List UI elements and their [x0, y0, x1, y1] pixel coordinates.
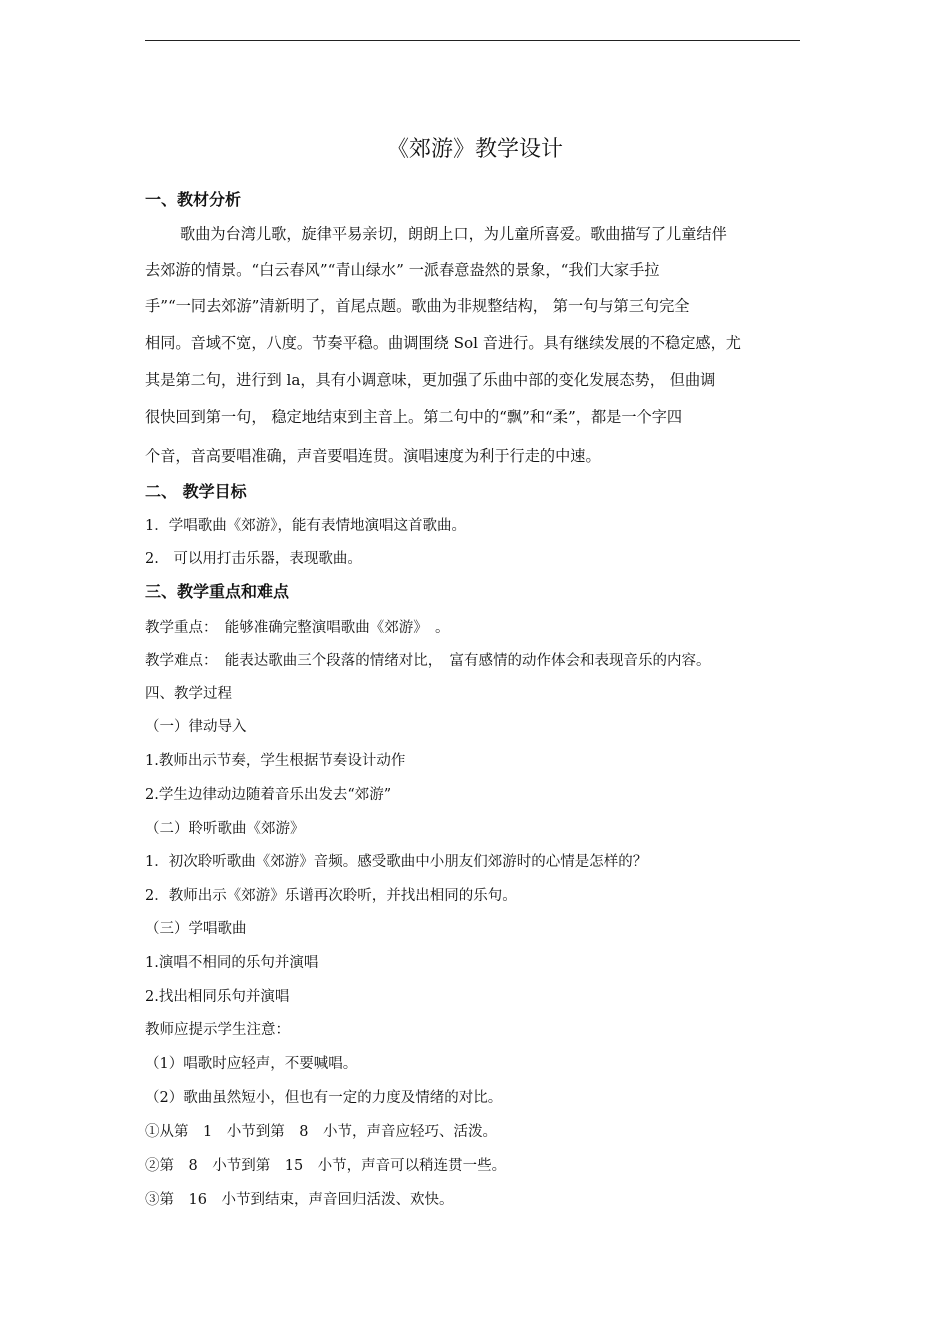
- process-line: ③第 16 小节到结束，声音回归活泼、欢快。: [145, 1192, 454, 1208]
- paragraph-line: 其是第二句，进行到 la，具有小调意味，更加强了乐曲中部的变化发展态势， 但曲调: [145, 371, 716, 389]
- process-line: （一）律动导入: [145, 719, 247, 735]
- process-line: 教师应提示学生注意：: [145, 1022, 290, 1038]
- process-line: 1．初次聆听歌曲《郊游》音频。感受歌曲中小朋友们郊游时的心情是怎样的？: [145, 854, 648, 870]
- process-line: （三）学唱歌曲: [145, 921, 247, 937]
- section-heading-analysis: 一、教材分析: [145, 190, 242, 209]
- process-line: 1.演唱不相同的乐句并演唱: [145, 955, 319, 971]
- keypoint-item: 教学重点： 能够准确完整演唱歌曲《郊游》 。: [145, 620, 450, 636]
- paragraph-line: 手”“一同去郊游”清新明了，首尾点题。歌曲为非规整结构， 第一句与第三句完全: [145, 297, 690, 315]
- header-rule: [145, 40, 800, 41]
- process-line: （二）聆听歌曲《郊游》: [145, 821, 305, 837]
- process-line: 1.教师出示节奏，学生根据节奏设计动作: [145, 753, 406, 769]
- process-line: ②第 8 小节到第 15 小节，声音可以稍连贯一些。: [145, 1158, 507, 1174]
- keypoint-item: 教学难点： 能表达歌曲三个段落的情绪对比， 富有感情的动作体会和表现音乐的内容。: [145, 653, 711, 669]
- process-line: ①从第 1 小节到第 8 小节，声音应轻巧、活泼。: [145, 1124, 497, 1140]
- goal-item: 1．学唱歌曲《郊游》，能有表情地演唱这首歌曲。: [145, 518, 466, 534]
- paragraph-line: 相同。音域不宽，八度。节奏平稳。曲调围绕 Sol 音进行。具有继续发展的不稳定感，尤: [145, 334, 741, 352]
- paragraph-line: 歌曲为台湾儿歌，旋律平易亲切，朗朗上口，为儿童所喜爱。歌曲描写了儿童结伴: [180, 225, 727, 243]
- process-line: （1）唱歌时应轻声，不要喊唱。: [145, 1056, 358, 1072]
- section-heading-process: 四、教学过程: [145, 686, 232, 702]
- process-line: 2．教师出示《郊游》乐谱再次聆听，并找出相同的乐句。: [145, 888, 517, 904]
- paragraph-line: 个音，音高要唱准确，声音要唱连贯。演唱速度为利于行走的中速。: [145, 447, 601, 465]
- section-heading-goals: 二、 教学目标: [145, 482, 247, 501]
- process-line: 2.学生边律动边随着音乐出发去“郊游”: [145, 787, 392, 803]
- section-heading-keypoints: 三、教学重点和难点: [145, 582, 290, 601]
- process-line: （2）歌曲虽然短小，但也有一定的力度及情绪的对比。: [145, 1090, 503, 1106]
- paragraph-line: 很快回到第一句， 稳定地结束到主音上。第二句中的“飘”和“柔”，都是一个字四: [145, 408, 683, 426]
- document-title: 《郊游》教学设计: [386, 137, 563, 162]
- goal-item: 2. 可以用打击乐器，表现歌曲。: [145, 551, 362, 567]
- paragraph-line: 去郊游的情景。“白云春风”“青山绿水” 一派春意盎然的景象，“我们大家手拉: [145, 261, 660, 279]
- process-line: 2.找出相同乐句并演唱: [145, 989, 290, 1005]
